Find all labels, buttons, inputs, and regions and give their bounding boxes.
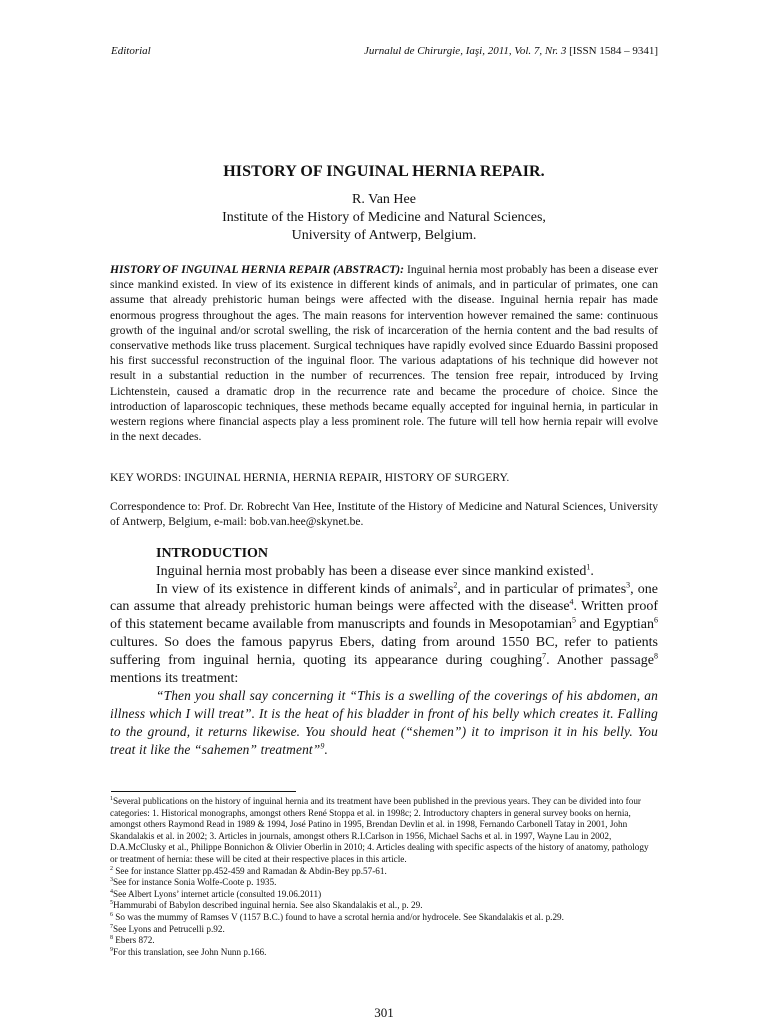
footnote-number: 2 — [110, 865, 113, 872]
footnote-number: 8 — [110, 935, 113, 942]
quote-text: “Then you shall say concerning it “This is a swelling of the coverings of his abdomen, an illness which I will treat”. It is the heat of his bladder in front of his belly which creates it. Falling to the ground, it returns likewise. You should heat (“shemen”) it to imprison it in his belly. You treat it like the “sahemen” treatment” — [110, 688, 658, 757]
footnote-ref-7[interactable]: 7 — [542, 651, 547, 661]
abstract — [110, 262, 658, 444]
keywords: KEY WORDS: INGUINAL HERNIA, HERNIA REPAIR, HISTORY OF SURGERY. — [110, 471, 510, 484]
footnote-text: See Lyons and Petrucelli p.92. — [113, 923, 225, 934]
intro-paragraph-2 — [110, 581, 658, 688]
footnote-1 — [110, 796, 658, 866]
footnote-ref-4[interactable]: 4 — [569, 597, 574, 607]
footnote-ref-2[interactable]: 2 — [453, 579, 458, 589]
intro-p2-text-f: cultures. So does the famous papyrus Ebers, dating from around 1550 BC, refer to patients suffering from inguinal hernia, quoting its appearance during coughing — [110, 634, 658, 668]
introduction-section — [110, 545, 658, 759]
intro-p2-text-a: In view of its existence in different kinds of animals — [156, 581, 454, 597]
footnote-5 — [110, 900, 658, 912]
footnote-number: 4 — [110, 888, 113, 895]
footnote-number: 1 — [110, 795, 113, 802]
footnote-number: 9 — [110, 946, 113, 953]
footnote-4 — [110, 889, 658, 901]
affiliation-line-2: University of Antwerp, Belgium. — [291, 228, 477, 243]
footnote-8 — [110, 935, 658, 947]
article-title: HISTORY OF INGUINAL HERNIA REPAIR. — [223, 163, 545, 180]
journal-citation — [364, 44, 658, 58]
intro-p2-text-b: , and in particular of primates — [457, 581, 627, 597]
intro-p2-text-c: , one can assume that already prehistoric human beings were affected with the disease — [110, 581, 658, 615]
intro-p2-text-g: . Another passage — [546, 652, 654, 668]
author-block — [0, 191, 768, 245]
footnote-number: 6 — [110, 911, 113, 918]
footnote-divider — [111, 791, 296, 792]
intro-p2-text-h: mentions its treatment: — [110, 670, 239, 686]
abstract-label: HISTORY OF INGUINAL HERNIA REPAIR (ABSTRACT): — [110, 263, 405, 276]
footnote-ref-1[interactable]: 1 — [586, 562, 591, 572]
footnote-number: 7 — [110, 923, 113, 930]
footnote-9 — [110, 947, 658, 959]
footnote-number: 3 — [110, 877, 113, 884]
journal-name: Jurnalul de Chirurgie, Iaşi, 2011, Vol. 7, Nr. 3 — [364, 45, 567, 57]
intro-p2-text-d: . Written proof of this statement became available from manuscripts and founds in Mesopotamian — [110, 599, 658, 633]
footnote-2 — [110, 866, 658, 878]
footnote-ref-6[interactable]: 6 — [654, 615, 658, 625]
intro-p1-end: . — [590, 563, 594, 579]
footnote-ref-3[interactable]: 3 — [626, 579, 631, 589]
footnote-text: So was the mummy of Ramses V (1157 B.C.) found to have a scrotal hernia and/or hydrocele. See Skandalakis et al. p.29. — [113, 911, 564, 922]
footnote-text: See Albert Lyons’ internet article (consulted 19.06.2011) — [113, 888, 322, 899]
footnote-number: 5 — [110, 900, 113, 907]
introduction-heading: INTRODUCTION — [156, 546, 269, 561]
intro-p2-text-e: and Egyptian — [576, 617, 654, 633]
quote-end: . — [324, 741, 329, 757]
footnote-7 — [110, 924, 658, 936]
footnote-text: Several publications on the history of inguinal hernia and its treatment have been published in the previous years. They can be divided into four categories: 1. Historical monographs, amongst others René Stoppa et al. in 1998c; 2. Introductory chapters in general survey books on hernia, amongst others Raymond Read in 1989 & 1994, José Patino in 1995, Brendan Devlin et al. in 1998, Fernando Carbonell Tatay in 2001, John Skandalakis et al. in 2002; 3. Articles in journals, amongst others R.I.Carlson in 1956, Michael Sachs et al. in 1997, Wayne Lau in 2002, D.A.McClusky et al., Philippe Bonnichon & Olivier Oberlin in 2010; 4. Articles dealing with specific aspects of the history of anatomy, pathology or treatment of hernia: these will be cited at their respective places in this article. — [110, 796, 649, 864]
footnotes — [110, 796, 658, 958]
footnote-text: Hammurabi of Babylon described inguinal hernia. See also Skandalakis et al., p. 29. — [113, 900, 423, 911]
issn: [ISSN 1584 – 9341] — [569, 45, 658, 57]
footnote-ref-5[interactable]: 5 — [572, 615, 577, 625]
footnote-ref-8[interactable]: 8 — [654, 651, 658, 661]
correspondence: Correspondence to: Prof. Dr. Robrecht Van Hee, Institute of the History of Medicine and Natural Sciences, University of Antwerp, Belgium, e-mail: bob.van.hee@skynet.be. — [110, 500, 658, 529]
section-label: Editorial — [111, 45, 151, 57]
footnote-text: Ebers 872. — [113, 935, 155, 946]
footnote-ref-9[interactable]: 9 — [320, 741, 325, 751]
page-number: 301 — [374, 1005, 394, 1020]
footnote-text: See for instance Slatter pp.452-459 and Ramadan & Abdin-Bey pp.57-61. — [113, 865, 387, 876]
author-name: R. Van Hee — [352, 192, 416, 207]
footnote-text: For this translation, see John Nunn p.166. — [113, 946, 267, 957]
footnote-6 — [110, 912, 658, 924]
footnote-3 — [110, 877, 658, 889]
abstract-text: Inguinal hernia most probably has been a disease ever since mankind existed. In view of its existence in different kinds of animals, and in particular of primates, one can assume that already prehistoric human beings were affected with the disease. Inguinal hernia repair has made enormous progress throughout the ages. The main reasons for intervention however remained the same: continuous growth of the inguinal and/or scrotal swelling, the risk of incarceration of the hernia content and the bad results of conservative methods like truss placement. Surgical techniques have rapidly evolved since Eduardo Bassini proposed his first successful reconstruction of the inguinal floor. The various adaptations of his technique did however not result in a substantial reduction in the number of recurrences. The tension free repair, introduced by Irving Lichtenstein, caused a dramatic drop in the recurrence rate and became the procedure of choice. Since the introduction of laparoscopic techniques, these methods became equally accepted for inguinal hernia, in particular in western regions where financial aspects play a less prominent role. The future will tell how hernia repair will evolve in the next decades. — [110, 263, 658, 444]
intro-paragraph-1 — [110, 563, 658, 581]
ebers-quote — [110, 687, 658, 758]
intro-p1-text: Inguinal hernia most probably has been a disease ever since mankind existed — [156, 563, 587, 579]
affiliation-line-1: Institute of the History of Medicine and Natural Sciences, — [222, 210, 546, 225]
footnote-text: See for instance Sonia Wolfe-Coote p. 1935. — [113, 877, 277, 888]
